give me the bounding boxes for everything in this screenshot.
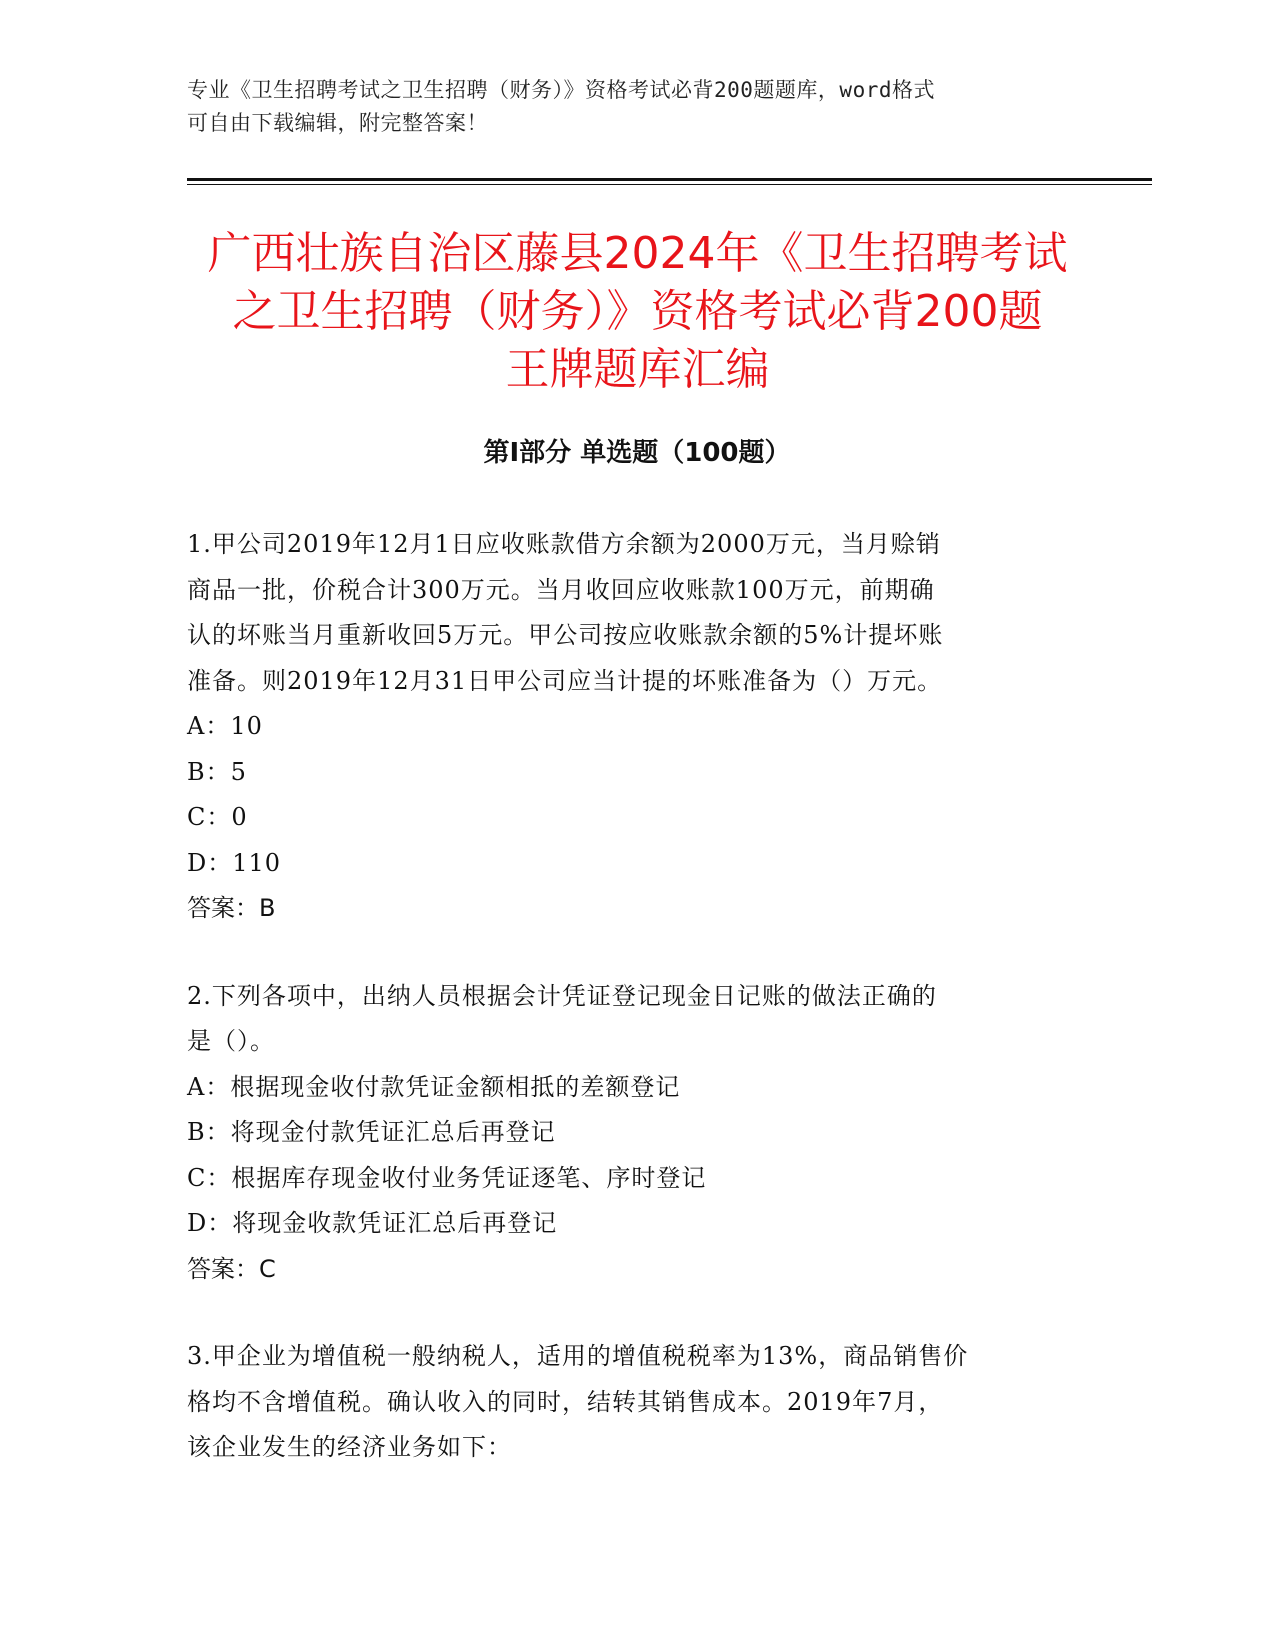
option-a: A：10 [187,712,263,740]
question-3 [187,1334,1087,1471]
header-note-line-2: 可自由下载编辑，附完整答案！ [187,111,488,135]
header-divider-thin [187,184,1152,185]
question-stem-line: 3.甲企业为增值税一般纳税人，适用的增值税税率为13%，商品销售价 [187,1342,969,1370]
header-note [187,74,1067,140]
title-line-1: 广西壮族自治区藤县2024年《卫生招聘考试 [207,228,1068,279]
answer: 答案：B [187,894,276,922]
question-stem-line: 2.下列各项中，出纳人员根据会计凭证登记现金日记账的做法正确的 [187,981,937,1010]
option-b: B：5 [187,757,247,786]
question-list [187,522,1087,1513]
header-divider-thick [187,178,1152,181]
document-title [150,225,1125,399]
answer: 答案：C [187,1254,276,1283]
question-stem-line: 格均不含增值税。确认收入的同时，结转其销售成本。2019年7月， [187,1387,944,1416]
option-b: B：将现金付款凭证汇总后再登记 [187,1118,556,1146]
section-title: 第Ⅰ部分 单选题（100题） [483,438,791,468]
question-stem-line: 准备。则2019年12月31日甲公司应当计提的坏账准备为（）万元。 [187,666,943,695]
option-d: D：110 [187,848,282,877]
header-note-line-1: 专业《卫生招聘考试之卫生招聘（财务）》资格考试必背200题题库，word格式 [187,78,935,102]
option-c: C：根据库存现金收付业务凭证逐笔、序时登记 [187,1163,707,1192]
question-1 [187,522,1087,932]
question-stem-line: 1.甲公司2019年12月1日应收账款借方余额为2000万元，当月赊销 [187,530,941,558]
question-2 [187,974,1087,1293]
option-a: A：根据现金收付款凭证金额相抵的差额登记 [187,1072,681,1101]
title-line-3: 王牌题库汇编 [505,344,770,395]
option-d: D：将现金收款凭证汇总后再登记 [187,1209,558,1237]
option-c: C：0 [187,803,248,831]
question-stem-line: 是（）。 [187,1027,275,1055]
title-line-2: 之卫生招聘（财务）》资格考试必背200题 [232,286,1043,337]
question-stem-line: 商品一批，价税合计300万元。当月收回应收账款100万元，前期确 [187,575,935,604]
question-stem-line: 该企业发生的经济业务如下： [187,1433,512,1461]
question-stem-line: 认的坏账当月重新收回5万元。甲公司按应收账款余额的5%计提坏账 [187,621,944,649]
